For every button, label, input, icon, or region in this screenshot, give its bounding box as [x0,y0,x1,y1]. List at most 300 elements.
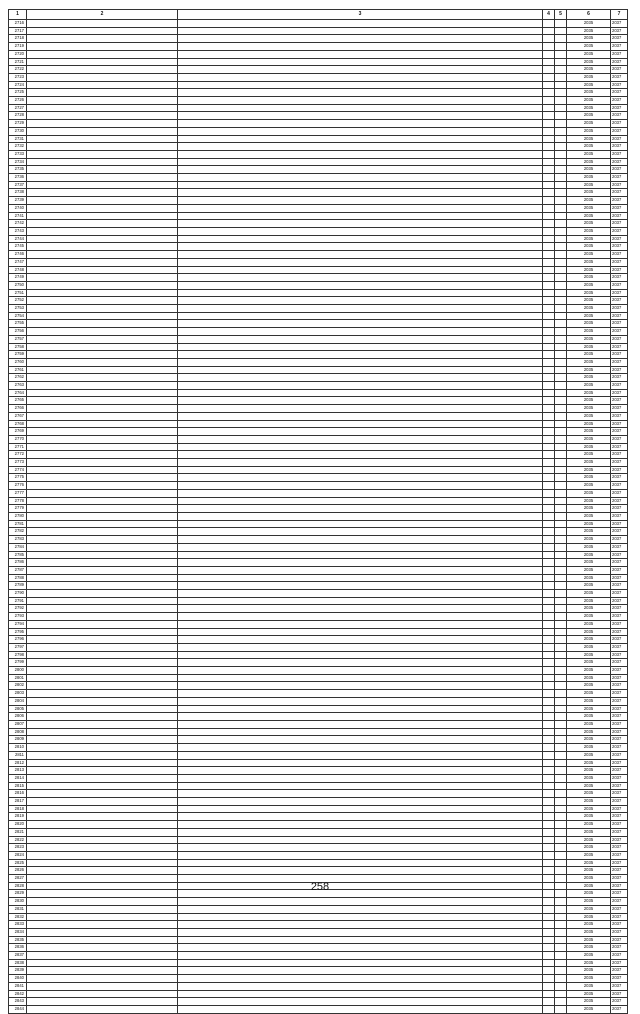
period-cell: 2035 [567,628,611,636]
note-cell: 2037 [611,366,628,374]
period-cell: 2035 [567,50,611,58]
work-type-cell [178,220,543,228]
table-row [9,343,628,351]
year-cell [543,798,555,806]
year-cell [555,528,567,536]
row-number: 2803 [9,690,27,698]
note-cell: 2037 [611,274,628,282]
period-cell: 2035 [567,566,611,574]
period-cell: 2035 [567,543,611,551]
note-cell: 2037 [611,420,628,428]
table-row [9,243,628,251]
address-cell [27,921,178,929]
year-cell [543,297,555,305]
year-cell [555,305,567,313]
row-number: 2793 [9,613,27,621]
note-cell: 2037 [611,882,628,890]
year-cell [543,266,555,274]
row-number: 2826 [9,867,27,875]
address-cell [27,667,178,675]
year-cell [555,274,567,282]
row-number: 2753 [9,305,27,313]
address-cell [27,851,178,859]
period-cell: 2035 [567,959,611,967]
address-cell [27,451,178,459]
year-cell [543,189,555,197]
period-cell: 2035 [567,759,611,767]
address-cell [27,305,178,313]
address-cell [27,628,178,636]
period-cell: 2035 [567,859,611,867]
year-cell [555,397,567,405]
year-cell [555,928,567,936]
row-number: 2843 [9,998,27,1006]
work-type-cell [178,35,543,43]
work-type-cell [178,366,543,374]
note-cell: 2037 [611,543,628,551]
period-cell: 2035 [567,805,611,813]
period-cell: 2035 [567,921,611,929]
period-cell: 2035 [567,982,611,990]
table-row [9,990,628,998]
note-cell: 2037 [611,643,628,651]
year-cell [555,536,567,544]
row-number: 2785 [9,551,27,559]
work-type-cell [178,659,543,667]
note-cell: 2037 [611,335,628,343]
note-cell: 2037 [611,720,628,728]
year-cell [543,536,555,544]
period-cell: 2035 [567,89,611,97]
note-cell: 2037 [611,690,628,698]
period-cell: 2035 [567,713,611,721]
period-cell: 2035 [567,674,611,682]
work-type-cell [178,274,543,282]
year-cell [543,998,555,1006]
row-number: 2823 [9,844,27,852]
address-cell [27,466,178,474]
work-type-cell [178,744,543,752]
year-cell [543,135,555,143]
work-type-cell [178,482,543,490]
year-cell [555,828,567,836]
period-cell: 2035 [567,405,611,413]
note-cell: 2037 [611,297,628,305]
work-type-cell [178,921,543,929]
year-cell [543,551,555,559]
period-cell: 2035 [567,867,611,875]
address-cell [27,905,178,913]
period-cell: 2035 [567,197,611,205]
year-cell [555,905,567,913]
note-cell: 2037 [611,428,628,436]
work-type-cell [178,559,543,567]
work-type-cell [178,798,543,806]
year-cell [543,20,555,28]
row-number: 2806 [9,713,27,721]
year-cell [555,844,567,852]
table-row [9,659,628,667]
table-row [9,898,628,906]
year-cell [555,328,567,336]
period-cell: 2035 [567,312,611,320]
row-number: 2723 [9,73,27,81]
table-row [9,258,628,266]
address-cell [27,158,178,166]
note-cell: 2037 [611,905,628,913]
year-cell [555,389,567,397]
row-number: 2750 [9,281,27,289]
year-cell [555,420,567,428]
table-row [9,150,628,158]
table-row [9,590,628,598]
address-cell [27,73,178,81]
year-cell [555,682,567,690]
work-type-cell [178,844,543,852]
period-cell: 2035 [567,590,611,598]
work-type-cell [178,805,543,813]
table-row [9,358,628,366]
year-cell [543,720,555,728]
table-row [9,459,628,467]
table-row [9,574,628,582]
period-cell: 2035 [567,104,611,112]
period-cell: 2035 [567,875,611,883]
year-cell [543,643,555,651]
year-cell [555,690,567,698]
period-cell: 2035 [567,143,611,151]
row-number: 2800 [9,667,27,675]
page-number: 258 [310,881,330,893]
year-cell [555,112,567,120]
table-row [9,274,628,282]
address-cell [27,505,178,513]
work-type-cell [178,982,543,990]
table-row [9,374,628,382]
note-cell: 2037 [611,651,628,659]
table-row [9,335,628,343]
address-cell [27,189,178,197]
period-cell: 2035 [567,520,611,528]
note-cell: 2037 [611,982,628,990]
table-row [9,559,628,567]
address-cell [27,805,178,813]
period-cell: 2035 [567,428,611,436]
note-cell: 2037 [611,358,628,366]
note-cell: 2037 [611,828,628,836]
work-type-cell [178,620,543,628]
note-cell: 2037 [611,81,628,89]
year-cell [543,274,555,282]
work-type-cell [178,397,543,405]
table-row [9,828,628,836]
period-cell: 2035 [567,397,611,405]
year-cell [543,805,555,813]
table-row [9,405,628,413]
note-cell: 2037 [611,258,628,266]
work-type-cell [178,143,543,151]
period-cell: 2035 [567,351,611,359]
column-header: 1 [9,10,27,20]
row-number: 2788 [9,574,27,582]
period-cell: 2035 [567,705,611,713]
year-cell [543,967,555,975]
address-cell [27,713,178,721]
year-cell [543,343,555,351]
note-cell: 2037 [611,104,628,112]
row-number: 2747 [9,258,27,266]
year-cell [555,513,567,521]
row-number: 2740 [9,204,27,212]
note-cell: 2037 [611,505,628,513]
table-row [9,382,628,390]
table-row [9,643,628,651]
work-type-cell [178,420,543,428]
address-cell [27,952,178,960]
year-cell [543,497,555,505]
work-type-cell [178,312,543,320]
table-row [9,536,628,544]
year-cell [543,513,555,521]
program-table [8,9,628,1014]
period-cell: 2035 [567,382,611,390]
period-cell: 2035 [567,266,611,274]
note-cell: 2037 [611,412,628,420]
row-number: 2835 [9,936,27,944]
work-type-cell [178,281,543,289]
note-cell: 2037 [611,774,628,782]
row-number: 2825 [9,859,27,867]
note-cell: 2037 [611,281,628,289]
note-cell: 2037 [611,867,628,875]
year-cell [555,235,567,243]
row-number: 2818 [9,805,27,813]
note-cell: 2037 [611,220,628,228]
work-type-cell [178,27,543,35]
table-row [9,597,628,605]
address-cell [27,174,178,182]
table-row [9,104,628,112]
year-cell [555,674,567,682]
table-row [9,921,628,929]
address-cell [27,936,178,944]
address-cell [27,428,178,436]
note-cell: 2037 [611,636,628,644]
note-cell: 2037 [611,97,628,105]
table-row [9,805,628,813]
row-number: 2736 [9,174,27,182]
table-row [9,928,628,936]
note-cell: 2037 [611,821,628,829]
note-cell: 2037 [611,43,628,51]
year-cell [543,412,555,420]
period-cell: 2035 [567,35,611,43]
year-cell [543,690,555,698]
period-cell: 2035 [567,651,611,659]
table-row [9,713,628,721]
year-cell [555,944,567,952]
note-cell: 2037 [611,73,628,81]
work-type-cell [178,382,543,390]
address-cell [27,212,178,220]
period-cell: 2035 [567,251,611,259]
year-cell [555,281,567,289]
address-cell [27,220,178,228]
year-cell [543,358,555,366]
year-cell [543,975,555,983]
year-cell [555,120,567,128]
period-cell: 2035 [567,659,611,667]
row-number: 2716 [9,20,27,28]
work-type-cell [178,197,543,205]
row-number: 2805 [9,705,27,713]
year-cell [555,705,567,713]
note-cell: 2037 [611,50,628,58]
year-cell [543,859,555,867]
year-cell [543,50,555,58]
period-cell: 2035 [567,613,611,621]
work-type-cell [178,212,543,220]
address-cell [27,482,178,490]
address-cell [27,459,178,467]
note-cell: 2037 [611,435,628,443]
year-cell [555,643,567,651]
year-cell [543,790,555,798]
period-cell: 2035 [567,882,611,890]
work-type-cell [178,1006,543,1014]
address-cell [27,420,178,428]
period-cell: 2035 [567,990,611,998]
table-row [9,420,628,428]
note-cell: 2037 [611,605,628,613]
work-type-cell [178,174,543,182]
address-cell [27,127,178,135]
table-row [9,305,628,313]
work-type-cell [178,597,543,605]
work-type-cell [178,97,543,105]
work-type-cell [178,605,543,613]
year-cell [555,590,567,598]
row-number: 2794 [9,620,27,628]
year-cell [543,774,555,782]
year-cell [555,320,567,328]
year-cell [543,289,555,297]
year-cell [555,975,567,983]
note-cell: 2037 [611,582,628,590]
note-cell: 2037 [611,952,628,960]
row-number: 2751 [9,289,27,297]
year-cell [543,751,555,759]
year-cell [555,97,567,105]
table-row [9,289,628,297]
note-cell: 2037 [611,520,628,528]
column-header: 2 [27,10,178,20]
address-cell [27,382,178,390]
work-type-cell [178,728,543,736]
row-number: 2792 [9,605,27,613]
work-type-cell [178,682,543,690]
work-type-cell [178,998,543,1006]
period-cell: 2035 [567,605,611,613]
address-cell [27,89,178,97]
period-cell: 2035 [567,690,611,698]
note-cell: 2037 [611,212,628,220]
address-cell [27,690,178,698]
table-row [9,266,628,274]
table-row [9,435,628,443]
year-cell [543,212,555,220]
table-body [9,20,628,1014]
table-row [9,998,628,1006]
note-cell: 2037 [611,235,628,243]
address-cell [27,959,178,967]
table-row [9,982,628,990]
year-cell [555,243,567,251]
period-cell: 2035 [567,497,611,505]
year-cell [555,628,567,636]
work-type-cell [178,821,543,829]
work-type-cell [178,297,543,305]
year-cell [555,967,567,975]
year-cell [555,351,567,359]
address-cell [27,551,178,559]
note-cell: 2037 [611,851,628,859]
note-cell: 2037 [611,959,628,967]
year-cell [543,736,555,744]
address-cell [27,358,178,366]
period-cell: 2035 [567,582,611,590]
note-cell: 2037 [611,405,628,413]
work-type-cell [178,204,543,212]
row-number: 2755 [9,320,27,328]
period-cell: 2035 [567,667,611,675]
address-cell [27,982,178,990]
work-type-cell [178,751,543,759]
row-number: 2779 [9,505,27,513]
work-type-cell [178,697,543,705]
year-cell [555,73,567,81]
address-cell [27,913,178,921]
address-cell [27,582,178,590]
address-cell [27,97,178,105]
address-cell [27,536,178,544]
row-number: 2738 [9,189,27,197]
year-cell [555,50,567,58]
period-cell: 2035 [567,235,611,243]
period-cell: 2035 [567,998,611,1006]
period-cell: 2035 [567,528,611,536]
row-number: 2766 [9,405,27,413]
row-number: 2725 [9,89,27,97]
row-number: 2791 [9,597,27,605]
table-row [9,944,628,952]
note-cell: 2037 [611,967,628,975]
address-cell [27,320,178,328]
note-cell: 2037 [611,566,628,574]
table-row [9,1006,628,1014]
table-row [9,744,628,752]
year-cell [543,767,555,775]
row-number: 2737 [9,181,27,189]
address-cell [27,135,178,143]
year-cell [543,828,555,836]
year-cell [555,466,567,474]
work-type-cell [178,320,543,328]
year-cell [555,867,567,875]
note-cell: 2037 [611,328,628,336]
year-cell [543,466,555,474]
year-cell [543,305,555,313]
